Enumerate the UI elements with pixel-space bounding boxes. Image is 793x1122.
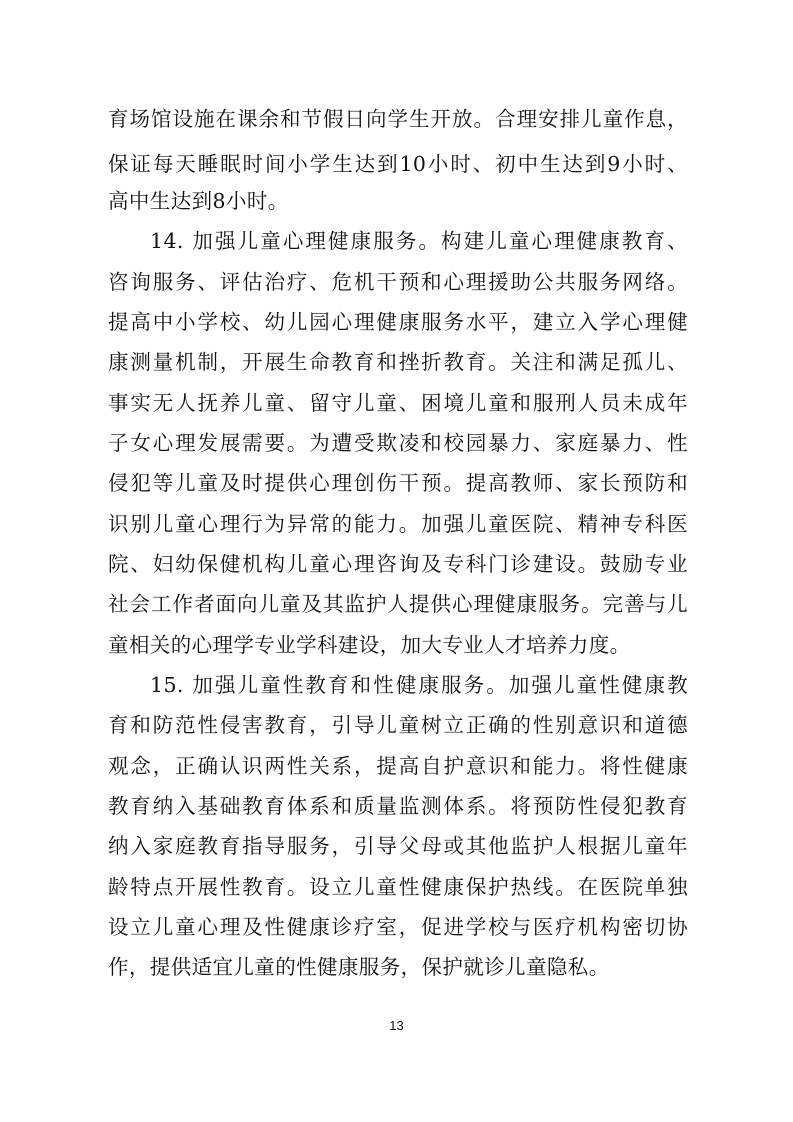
text-line: 育场馆设施在课余和节假日向学生开放。合理安排儿童作息， [108,107,688,131]
text-line: 社会工作者面向儿童及其监护人提供心理健康服务。完善与儿 [108,592,688,616]
text-line: 咨询服务、评估治疗、危机干预和心理援助公共服务网络。 [108,270,688,294]
text-line: 育和防范性侵害教育，引导儿童树立正确的性别意识和道德 [108,713,688,737]
section-heading-line: 15. 加强儿童性教育和性健康服务。加强儿童性健康教 [150,673,688,697]
text-line: 教育纳入基础教育体系和质量监测体系。将预防性侵犯教育 [108,794,688,818]
page-number: 13 [389,1018,404,1033]
text-line: 侵犯等儿童及时提供心理创伤干预。提高教师、家长预防和 [108,471,688,495]
text-line: 童相关的心理学专业学科建设，加大专业人才培养力度。 [108,633,631,657]
text-line: 子女心理发展需要。为遭受欺凌和校园暴力、家庭暴力、性 [108,431,688,455]
text-line: 提高中小学校、幼儿园心理健康服务水平，建立入学心理健 [108,310,688,334]
text-line: 作，提供适宜儿童的性健康服务，保护就诊儿童隐私。 [108,955,610,979]
text-line: 设立儿童心理及性健康诊疗室，促进学校与医疗机构密切协 [108,915,688,939]
text-line: 保证每天睡眠时间小学生达到10小时、初中生达到9小时、 [108,152,688,176]
text-line: 观念，正确认识两性关系，提高自护意识和能力。将性健康 [108,754,688,778]
section-heading-line: 14. 加强儿童心理健康服务。构建儿童心理健康教育、 [150,229,688,253]
text-line: 纳入家庭教育指导服务，引导父母或其他监护人根据儿童年 [108,834,688,858]
text-line: 事实无人抚养儿童、留守儿童、困境儿童和服刑人员未成年 [108,391,688,415]
text-line: 龄特点开展性教育。设立儿童性健康保护热线。在医院单独 [108,875,688,899]
text-line: 识别儿童心理行为异常的能力。加强儿童医院、精神专科医 [108,512,688,536]
text-line: 康测量机制，开展生命教育和挫折教育。关注和满足孤儿、 [108,350,688,374]
text-line: 院、妇幼保健机构儿童心理咨询及专科门诊建设。鼓励专业 [108,552,688,576]
text-line: 高中生达到8小时。 [108,189,289,213]
